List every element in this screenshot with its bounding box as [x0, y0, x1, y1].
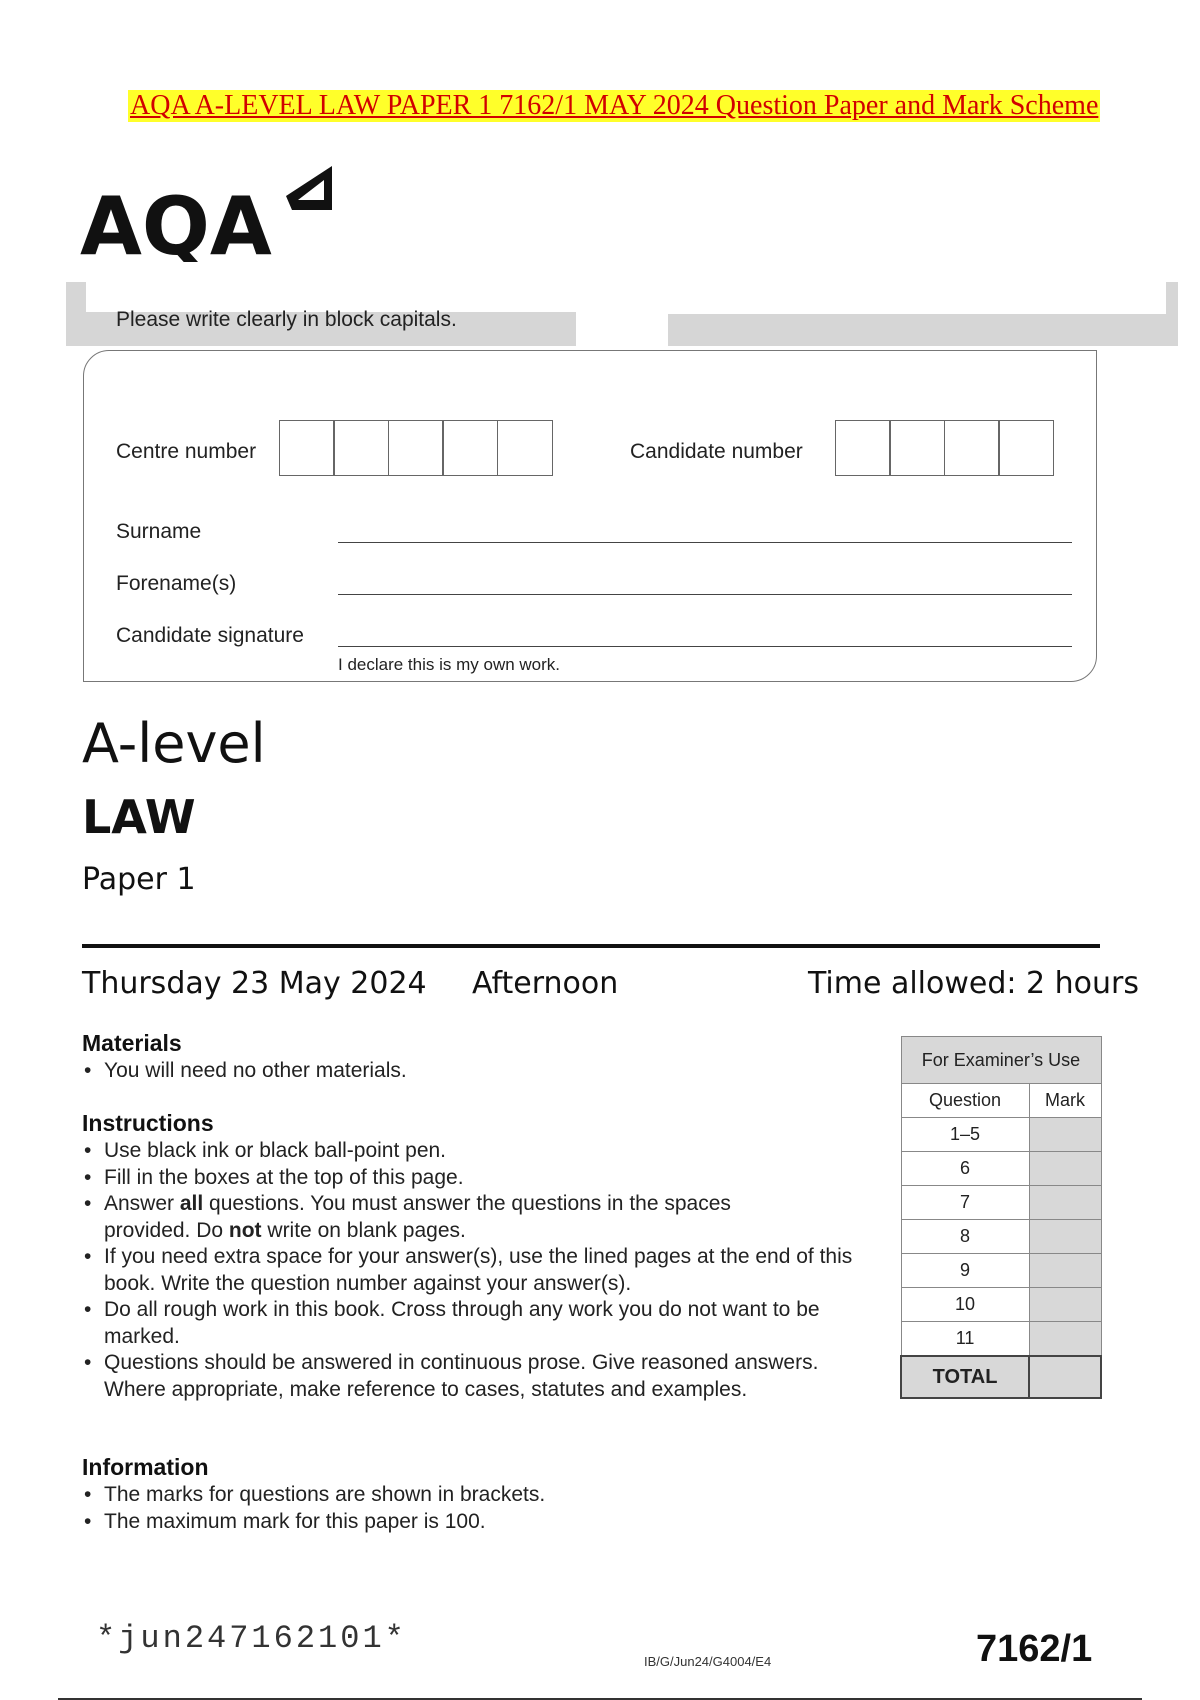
- centre-digit-box[interactable]: [442, 420, 498, 476]
- qualification-level: A-level: [82, 712, 266, 775]
- list-item: • Do all rough work in this book. Cross through any work you do not want to be marked.: [82, 1297, 864, 1350]
- mark-cell: [1029, 1254, 1101, 1288]
- total-row: [901, 1356, 1101, 1398]
- candidate-digit-box[interactable]: [889, 420, 945, 476]
- document-banner: AQA A-LEVEL LAW PAPER 1 7162/1 MAY 2024 Question Paper and Mark Scheme: [130, 90, 1099, 121]
- block-capitals-instruction: Please write clearly in block capitals.: [116, 308, 457, 331]
- candidate-digit-box[interactable]: [835, 420, 891, 476]
- mark-cell: [1029, 1220, 1101, 1254]
- list-item: • Use black ink or black ball-point pen.: [82, 1138, 872, 1165]
- instructions-heading: Instructions: [82, 1110, 214, 1136]
- mark-cell: [1029, 1186, 1101, 1220]
- surname-label: Surname: [116, 520, 202, 543]
- aqa-logo-icon: [80, 166, 340, 262]
- candidate-digit-box[interactable]: [944, 420, 1000, 476]
- title-divider: [82, 944, 1100, 948]
- candidate-number-boxes[interactable]: [836, 420, 1054, 476]
- header-strip-right: [668, 314, 1178, 346]
- table-row: 10: [901, 1288, 1101, 1322]
- table-row: 7: [901, 1186, 1101, 1220]
- exam-session: Afternoon: [472, 966, 619, 1001]
- barcode-text: *jun247162101*: [96, 1620, 407, 1657]
- centre-digit-box[interactable]: [333, 420, 389, 476]
- list-item: • You will need no other materials.: [82, 1058, 862, 1085]
- mark-column-header: Mark: [1029, 1084, 1101, 1118]
- list-item: • The marks for questions are shown in brackets.: [82, 1482, 862, 1509]
- list-item: • If you need extra space for your answer(s), use the lined pages at the end of this book. Write the question number against your answer(s).: [82, 1244, 872, 1297]
- aqa-logo: [80, 166, 340, 267]
- header-strip-left-tab: [66, 282, 86, 322]
- mark-cell: [1029, 1288, 1101, 1322]
- paper-title: Paper 1: [82, 862, 196, 897]
- centre-number-label: Centre number: [116, 440, 257, 463]
- aqa-logo-text: AQA: [80, 180, 272, 262]
- examiner-table-title: For Examiner’s Use: [901, 1037, 1101, 1084]
- list-item: • Questions should be answered in continuous prose. Give reasoned answers. Where appropriate, make reference to cases, statutes and examples.: [82, 1350, 824, 1403]
- mark-cell: [1029, 1118, 1101, 1152]
- signature-label: Candidate signature: [116, 624, 304, 647]
- information-list: [82, 1482, 862, 1535]
- information-heading: Information: [82, 1454, 209, 1480]
- candidate-digit-box[interactable]: [998, 420, 1054, 476]
- table-row: 6: [901, 1152, 1101, 1186]
- forenames-label: Forename(s): [116, 572, 237, 595]
- table-row: 1–5: [901, 1118, 1101, 1152]
- table-row: 8: [901, 1220, 1101, 1254]
- signature-line[interactable]: [338, 646, 1072, 647]
- table-row: 11: [901, 1322, 1101, 1357]
- question-column-header: Question: [901, 1084, 1029, 1118]
- total-label: TOTAL: [901, 1356, 1029, 1398]
- declaration-text: I declare this is my own work.: [338, 655, 561, 674]
- centre-digit-box[interactable]: [388, 420, 444, 476]
- paper-code: 7162/1: [976, 1628, 1093, 1670]
- list-item: • Answer all questions. You must answer the questions in the spaces provided. Do not write on blank pages.: [82, 1191, 804, 1244]
- examiner-use-table: [900, 1036, 1102, 1399]
- surname-line[interactable]: [338, 542, 1072, 543]
- forenames-line[interactable]: [338, 594, 1072, 595]
- materials-heading: Materials: [82, 1030, 182, 1056]
- header-strip-right-tab: [1166, 282, 1178, 346]
- materials-list: [82, 1058, 862, 1085]
- list-item: • Fill in the boxes at the top of this page.: [82, 1165, 872, 1192]
- instructions-list: [82, 1138, 872, 1403]
- mark-cell: [1029, 1322, 1101, 1357]
- centre-digit-box[interactable]: [279, 420, 335, 476]
- exam-date: Thursday 23 May 2024: [82, 966, 427, 1001]
- list-item: • The maximum mark for this paper is 100.: [82, 1509, 862, 1536]
- candidate-number-label: Candidate number: [630, 440, 803, 463]
- centre-digit-box[interactable]: [497, 420, 553, 476]
- time-allowed: Time allowed: 2 hours: [808, 966, 1140, 1001]
- table-row: 9: [901, 1254, 1101, 1288]
- document-reference: IB/G/Jun24/G4004/E4: [644, 1654, 772, 1669]
- mark-cell: [1029, 1152, 1101, 1186]
- subject-title: LAW: [82, 790, 196, 844]
- centre-number-boxes[interactable]: [280, 420, 553, 476]
- total-mark-cell: [1029, 1356, 1101, 1398]
